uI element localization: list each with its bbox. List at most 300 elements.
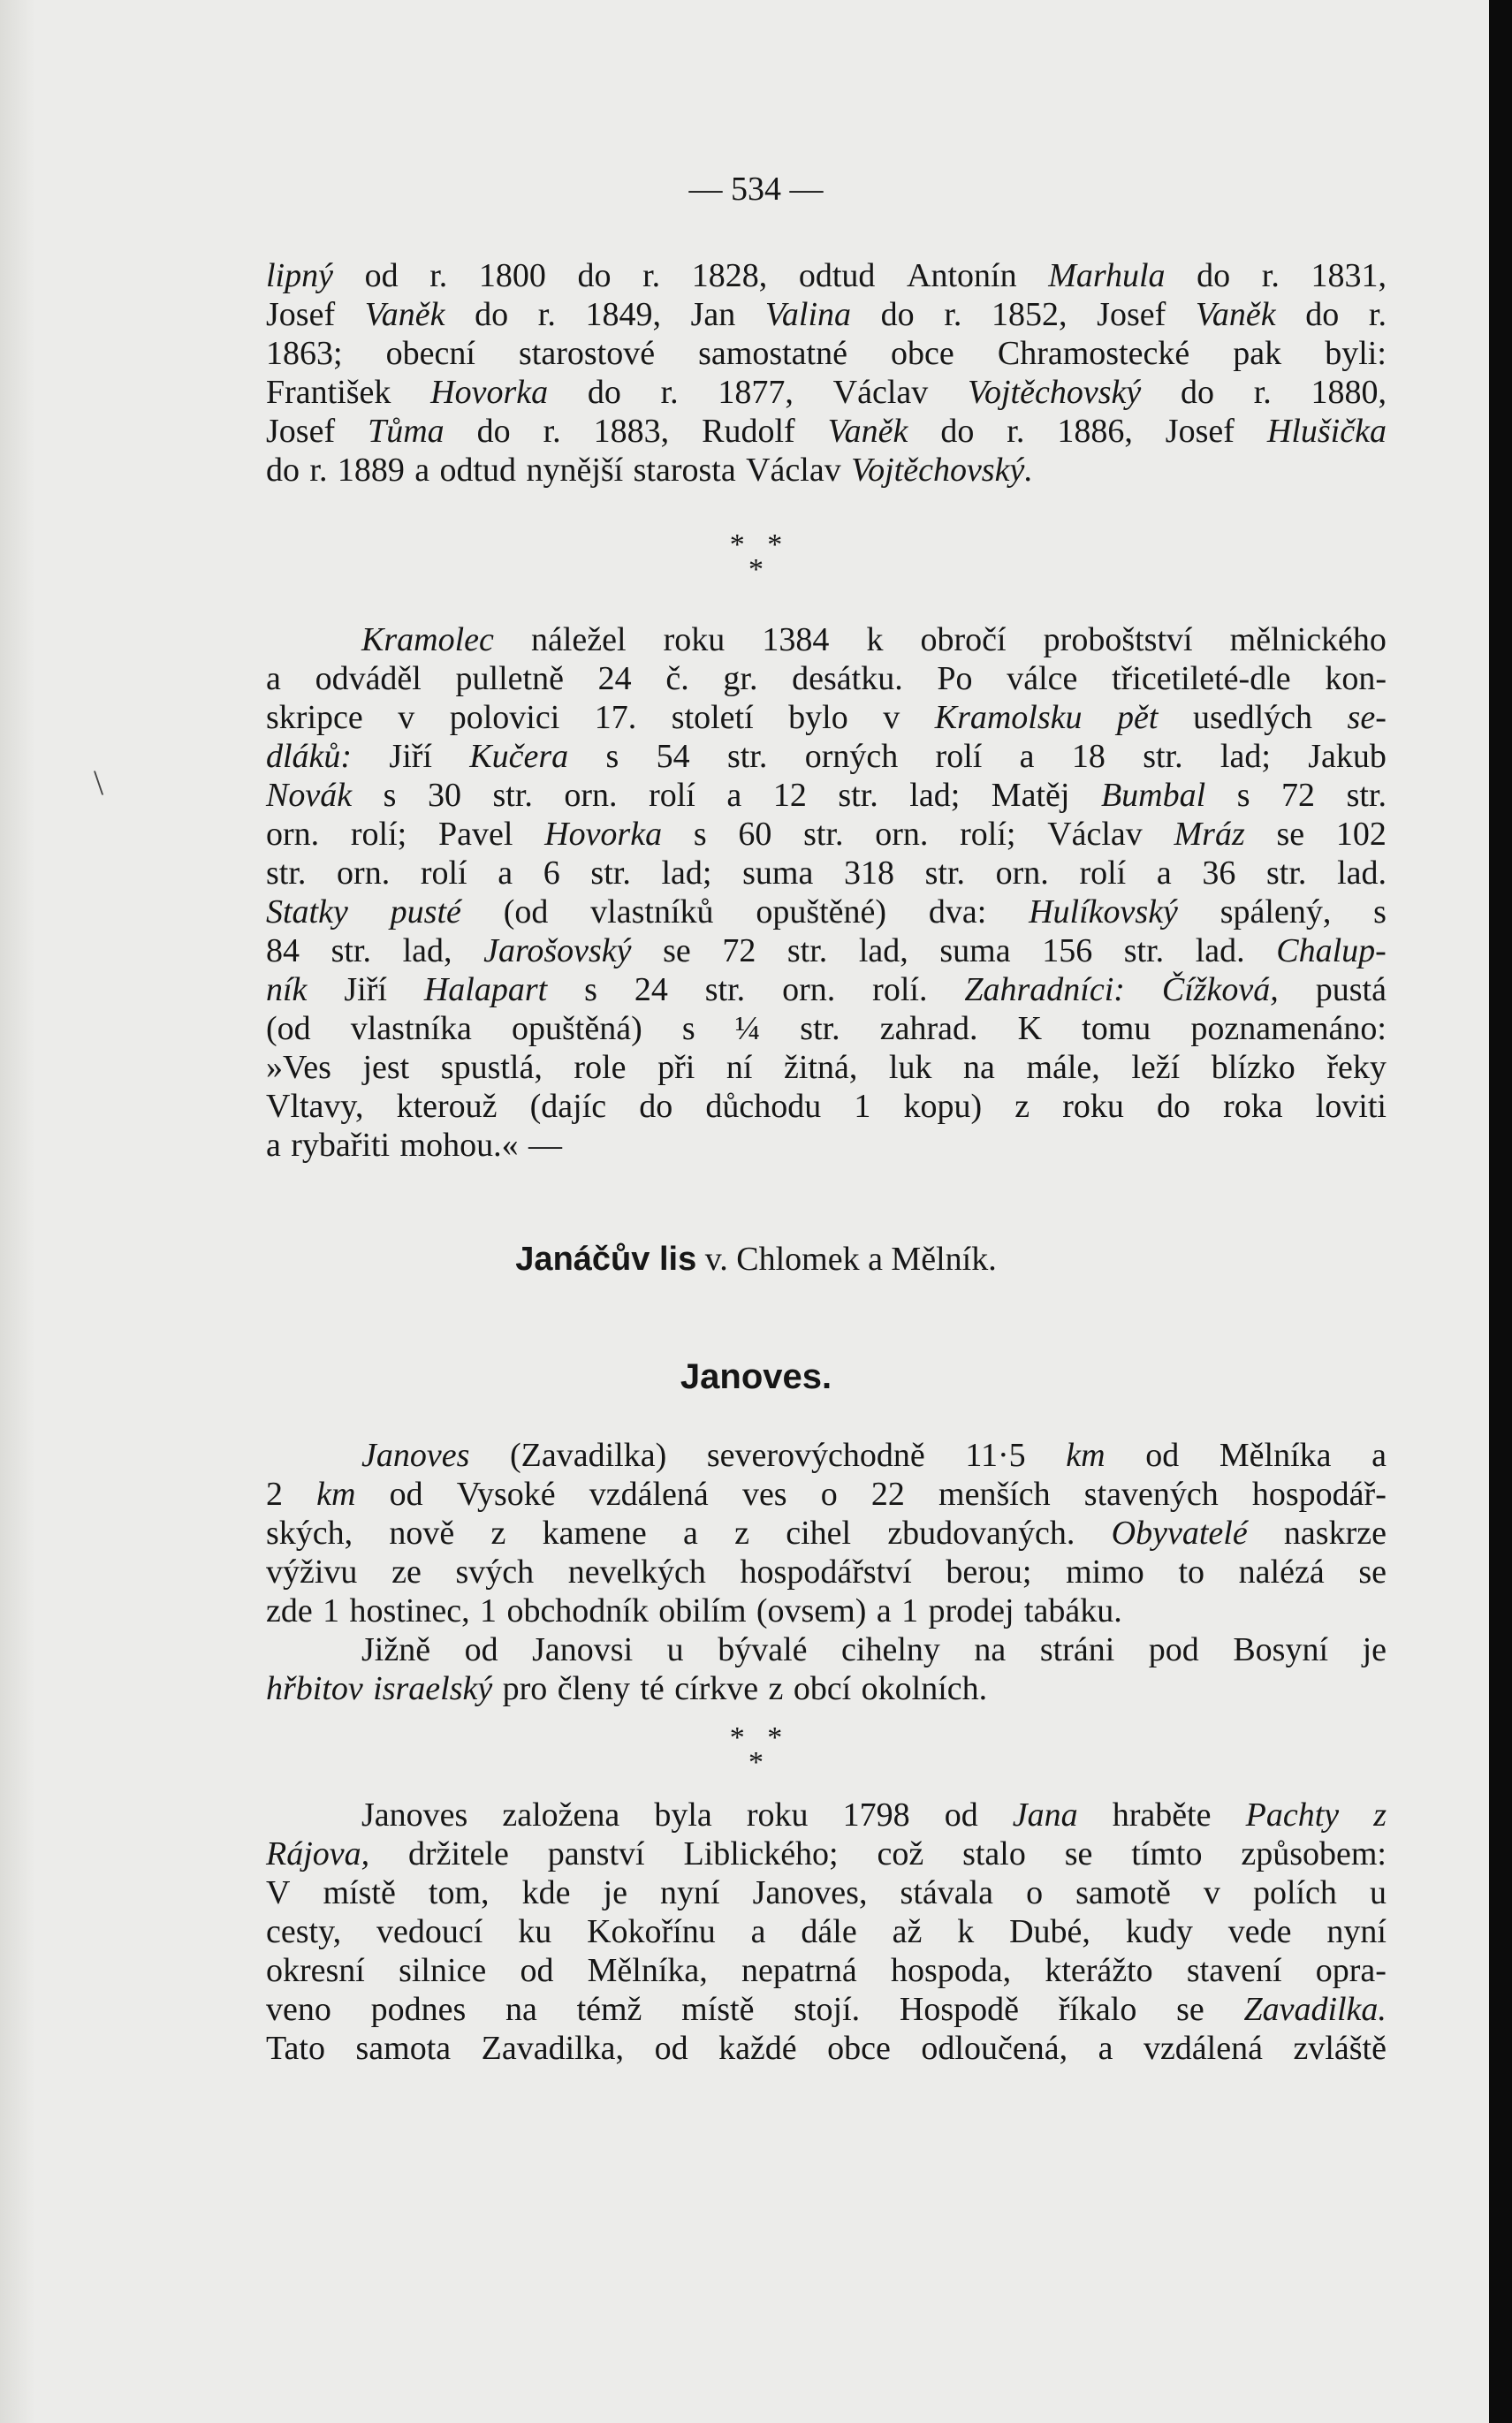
word: okolních. (861, 1670, 988, 1707)
word: Valina (764, 296, 852, 333)
word: str. (704, 971, 746, 1008)
word: vede (1227, 1913, 1292, 1950)
word: náležel (530, 621, 627, 658)
word: lad, (402, 932, 452, 969)
word: se (1276, 816, 1305, 853)
word: suma (939, 932, 1011, 969)
word: usedlých (1192, 699, 1313, 736)
word: polích (1252, 1874, 1337, 1911)
word: Halapart (423, 971, 548, 1008)
word: církve (674, 1670, 759, 1707)
word: a (266, 1127, 281, 1164)
word: 72 (722, 932, 756, 969)
word: str. (1266, 855, 1307, 892)
word: témž (576, 1991, 642, 2028)
word: obecní (385, 335, 475, 372)
word: luk (888, 1049, 932, 1086)
word: Antonín (907, 257, 1017, 294)
word: výživu (266, 1553, 358, 1591)
word: v (883, 699, 900, 736)
word: ze (391, 1553, 422, 1591)
word: 1384 (762, 621, 830, 658)
word: obce (891, 335, 954, 372)
word: ní (726, 1049, 753, 1086)
word: nynější (526, 452, 624, 489)
word: století (671, 699, 754, 736)
word: opuštěné) (756, 893, 887, 930)
word: Vojtěchovský. (851, 452, 1033, 489)
word: lad; (661, 855, 712, 892)
word: jest (362, 1049, 410, 1086)
separator-star-bottom: * (748, 553, 764, 586)
word: roku (1062, 1088, 1124, 1125)
word: vzdálená (1143, 2030, 1263, 2067)
word: lad. (1195, 932, 1245, 969)
word: orn. (337, 855, 391, 892)
word: »Ves (266, 1049, 331, 1086)
cross-reference-rest: v. Chlomek a Mělník. (704, 1241, 997, 1278)
word: dláků: (266, 738, 353, 775)
text-line (266, 334, 1387, 373)
word: 30 (427, 777, 461, 814)
word: Václav (832, 374, 929, 411)
word: stavení (1186, 1952, 1282, 1989)
word: 84 (266, 932, 300, 969)
word: Matěj (991, 777, 1070, 814)
text-line (266, 776, 1387, 815)
word: žitná, (783, 1049, 858, 1086)
word: nalézá (1238, 1553, 1325, 1591)
word: a (683, 1515, 698, 1552)
word: kopu) (903, 1088, 983, 1125)
word: 1800 (478, 257, 546, 294)
word: lad, (858, 932, 908, 969)
word: hospodář- (1251, 1476, 1387, 1513)
word: Marhula (1048, 257, 1166, 294)
word: 1828, (691, 257, 768, 294)
word: opra- (1315, 1952, 1387, 1989)
word: zvláště (1293, 2030, 1387, 2067)
word: poznamenáno: (1190, 1010, 1387, 1047)
separator-star-bottom: * (748, 1746, 764, 1779)
word: roka (1223, 1088, 1283, 1125)
word: a (498, 855, 513, 892)
word: až (892, 1913, 923, 1950)
word: 1877, (718, 374, 794, 411)
word: a (750, 1913, 766, 1950)
word: kde (521, 1874, 571, 1911)
word: ku (518, 1913, 552, 1950)
word: stalo (962, 1835, 1026, 1872)
word: Václav (1047, 816, 1143, 853)
word: rolí (420, 855, 467, 892)
word: Hovorka (544, 816, 663, 853)
word: r. (537, 296, 556, 333)
word: tabáku. (1023, 1592, 1122, 1629)
word: se (663, 932, 691, 969)
word: a (1371, 1437, 1387, 1474)
word: suma (742, 855, 814, 892)
word: loviti (1315, 1088, 1387, 1125)
word: polovici (449, 699, 560, 736)
word: s (693, 816, 707, 853)
word: stavených (1083, 1476, 1219, 1513)
word: stávala (900, 1874, 994, 1911)
word: a (726, 777, 742, 814)
word: str. (726, 738, 768, 775)
word: mohou.« (399, 1127, 519, 1164)
margin-mark: \ (94, 763, 104, 802)
word: Jan (690, 296, 736, 333)
word: mále, (1026, 1049, 1100, 1086)
word: lad. (1337, 855, 1387, 892)
word: Mráz (1174, 816, 1245, 853)
word: Rudolf (702, 413, 795, 450)
word: hostinec, (349, 1592, 470, 1629)
word: Kramolsku (934, 699, 1083, 736)
word: r. (309, 452, 328, 489)
word: leží (1131, 1049, 1181, 1086)
word: Kramolec (361, 621, 494, 658)
word: Tůma (368, 413, 444, 450)
text-line (266, 1873, 1387, 1912)
word: stráni (1039, 1631, 1115, 1668)
word: (od (503, 893, 549, 930)
word: dva: (928, 893, 987, 930)
word: se (1358, 1553, 1387, 1591)
word: cihelny (841, 1631, 940, 1668)
word: V (266, 1874, 291, 1911)
text-line (266, 1630, 1387, 1669)
word: což (877, 1835, 924, 1872)
word: způsobem: (1241, 1835, 1387, 1872)
word: 318 (843, 855, 894, 892)
word: tom, (428, 1874, 490, 1911)
word: 2 (266, 1476, 283, 1513)
word: do (1180, 374, 1214, 411)
word: od (944, 1796, 978, 1834)
word: orných (804, 738, 899, 775)
separator-stars-top: * * (729, 1721, 783, 1754)
word: 60 (738, 816, 772, 853)
word: zahrad. (879, 1010, 978, 1047)
word: 1798 (842, 1796, 910, 1834)
paragraph-janoves-history (266, 1796, 1387, 2068)
word: odloučená, (921, 2030, 1068, 2067)
word: Josef (266, 296, 336, 333)
word: lipný (266, 257, 333, 294)
word: do (1197, 257, 1231, 294)
word: Hospodě (899, 1991, 1019, 2028)
word: k (957, 1913, 975, 1950)
word: spustlá, (440, 1049, 543, 1086)
word: desátku. (792, 660, 903, 697)
word: severovýchodně (706, 1437, 925, 1474)
word: ves (741, 1476, 787, 1513)
word: (ovsem) (756, 1592, 867, 1629)
word: Chalup- (1276, 932, 1387, 969)
word: opuštěná) (512, 1010, 642, 1047)
word: hospoda, (890, 1952, 1012, 1989)
word: roku (746, 1796, 809, 1834)
word: Kučera (469, 738, 569, 775)
word: rolí (649, 777, 695, 814)
text-line (266, 2029, 1387, 2068)
word: a (266, 660, 281, 697)
text-line (266, 1436, 1387, 1475)
word: z (490, 1515, 506, 1552)
word: 18 (1071, 738, 1106, 775)
word: členy (557, 1670, 630, 1707)
word: str. (266, 855, 307, 892)
word: Janoves (361, 1437, 470, 1474)
word: Vojtěchovský (967, 374, 1142, 411)
word: Jana (1012, 1796, 1078, 1834)
word: str. (800, 1010, 840, 1047)
word: se (1176, 1991, 1204, 2028)
word: kamene (542, 1515, 647, 1552)
word: od (389, 1476, 423, 1513)
word: na (505, 1991, 537, 2028)
word: Vaněk (1195, 296, 1276, 333)
separator-stars-top: * * (729, 528, 783, 561)
word: str. (924, 855, 965, 892)
word: ských, (266, 1515, 353, 1552)
word: rybařiti (291, 1127, 391, 1164)
word: zde (266, 1592, 313, 1629)
page-left-shading (0, 0, 35, 2423)
word: 24 (634, 971, 668, 1008)
word: Josef (266, 413, 336, 450)
word: r. (1261, 257, 1280, 294)
word: 1880, (1311, 374, 1387, 411)
word: cesty, (266, 1913, 342, 1950)
word: František (266, 374, 391, 411)
text-line (266, 1475, 1387, 1514)
word: hraběte (1112, 1796, 1212, 1834)
word: 17. (594, 699, 637, 736)
text-line (266, 659, 1387, 698)
word: orn. (564, 777, 618, 814)
word: té (640, 1670, 665, 1707)
word: důchodu (705, 1088, 822, 1125)
word: Vltavy, (266, 1088, 364, 1125)
word: Jiří (344, 971, 387, 1008)
text-line (266, 1912, 1387, 1951)
word: místě (323, 1874, 396, 1911)
word: K (1017, 1010, 1043, 1047)
word: Hovorka (430, 374, 549, 411)
word: s (584, 971, 597, 1008)
word: skripce (266, 699, 363, 736)
text-line (266, 373, 1387, 412)
word: Vysoké (456, 1476, 556, 1513)
word: do (1156, 1088, 1190, 1125)
word: Zahradníci: (964, 971, 1125, 1008)
word: při (657, 1049, 695, 1086)
word: orn. (782, 971, 836, 1008)
word: r. (660, 374, 679, 411)
scan-dark-border (1489, 0, 1512, 2423)
text-line (266, 698, 1387, 737)
word: r. (543, 413, 561, 450)
word: proboštství (1043, 621, 1193, 658)
word: (Zavadilka) (510, 1437, 667, 1474)
word: 1831, (1311, 257, 1387, 294)
word: lad; (909, 777, 961, 814)
word: Pachty (1245, 1796, 1340, 1834)
word: Vaněk (364, 296, 445, 333)
word: každé (718, 2030, 797, 2067)
word: to (1178, 1553, 1205, 1591)
word: Tato (266, 2030, 325, 2067)
word: 156 (1042, 932, 1093, 969)
word: do (940, 413, 975, 450)
word: Novák (266, 777, 353, 814)
word: kon- (1325, 660, 1387, 697)
word: k (866, 621, 884, 658)
word: třicetileté-dle (1112, 660, 1291, 697)
word: ník (266, 971, 308, 1008)
word: založena (502, 1796, 620, 1834)
word: orn. (995, 855, 1049, 892)
word: ¼ (734, 1010, 761, 1047)
text-line (266, 1834, 1387, 1873)
word: Bumbal (1100, 777, 1206, 814)
word: str. (590, 855, 631, 892)
word: s (1236, 777, 1250, 814)
word: tomu (1082, 1010, 1151, 1047)
word: 1 (901, 1592, 919, 1629)
word: 1889 (337, 452, 405, 489)
text-line (266, 1048, 1387, 1087)
word: r. (1368, 296, 1387, 333)
word: z (734, 1515, 749, 1552)
word: str. (786, 932, 828, 969)
word: 12 (772, 777, 807, 814)
word: do (476, 413, 511, 450)
word: starostové (518, 335, 656, 372)
word: o (820, 1476, 838, 1513)
word: mělnického (1229, 621, 1387, 658)
word: str. (1123, 932, 1165, 969)
text-line (266, 1669, 1387, 1708)
word: (dajíc (529, 1088, 607, 1125)
word: 6 (543, 855, 560, 892)
word: s (605, 738, 619, 775)
word: Václav (746, 452, 841, 489)
word: 102 (1335, 816, 1387, 853)
word: km (316, 1476, 356, 1513)
word: Mělníka (1219, 1437, 1332, 1474)
word: hospodářství (740, 1553, 912, 1591)
word: Dubé, (1009, 1913, 1090, 1950)
word: naskrze (1283, 1515, 1387, 1552)
word: 1849, (585, 296, 661, 333)
word: č. (665, 660, 689, 697)
word: vlastníků (590, 893, 714, 930)
word: byla (654, 1796, 712, 1834)
word: je (603, 1874, 627, 1911)
word: 54 (656, 738, 690, 775)
text-line (266, 1553, 1387, 1591)
text-line (266, 620, 1387, 659)
word: pustá (1315, 971, 1387, 1008)
word: israelský (373, 1670, 493, 1707)
text-line (266, 931, 1387, 970)
word: místě (681, 1991, 755, 2028)
word: blízko (1211, 1049, 1295, 1086)
word: válce (1007, 660, 1078, 697)
text-line (266, 295, 1387, 334)
word: samota (355, 2030, 452, 2067)
word: z (1014, 1088, 1030, 1125)
word: odtud (439, 452, 517, 489)
word: od (1145, 1437, 1180, 1474)
word: v (1203, 1874, 1220, 1911)
word: stojí. (794, 1991, 861, 2028)
page-number: — 534 — (688, 171, 824, 208)
word: odváděl (315, 660, 422, 697)
word: rolí; (350, 816, 407, 853)
word: podnes (370, 1991, 467, 2028)
word: tímto (1131, 1835, 1203, 1872)
word: rolí (1079, 855, 1127, 892)
cross-reference (0, 1240, 1512, 1279)
word: okresní (266, 1952, 365, 1989)
word: Jakub (1308, 738, 1387, 775)
word: je (1362, 1631, 1387, 1668)
text-line (266, 737, 1387, 776)
word: a (1098, 2030, 1113, 2067)
word: nyní (1326, 1913, 1387, 1950)
word: prodej (928, 1592, 1014, 1629)
word: řeky (1326, 1049, 1387, 1086)
word: lad; (1219, 738, 1271, 775)
word: do (475, 296, 509, 333)
word: starosta (633, 452, 736, 489)
word: obchodník (506, 1592, 649, 1629)
word: se (1064, 1835, 1093, 1872)
text-line (266, 970, 1387, 1009)
word: 72 (1281, 777, 1316, 814)
paragraph-starosta-list (266, 256, 1387, 490)
word: a (876, 1592, 892, 1629)
word: pro (502, 1670, 548, 1707)
word: berou; (946, 1553, 1032, 1591)
word: nevelkých (567, 1553, 706, 1591)
word: 1863; (266, 335, 343, 372)
word: Chramostecké (997, 335, 1190, 372)
section-separator-1 (0, 528, 1512, 587)
text-line (266, 1126, 1387, 1165)
word: s (383, 777, 397, 814)
word: Po (937, 660, 973, 697)
text-line (266, 412, 1387, 451)
word: a (1156, 855, 1172, 892)
word: držitele (408, 1835, 509, 1872)
word: nově (389, 1515, 455, 1552)
word: 1852, (992, 296, 1068, 333)
word: mimo (1066, 1553, 1144, 1591)
text-line (266, 1951, 1387, 1990)
text-line (266, 1591, 1387, 1630)
word: veno (266, 1991, 331, 2028)
word: pod (1148, 1631, 1199, 1668)
word: říkalo (1058, 1991, 1137, 2028)
word: a (1019, 738, 1035, 775)
word: Čížková, (1161, 971, 1279, 1008)
